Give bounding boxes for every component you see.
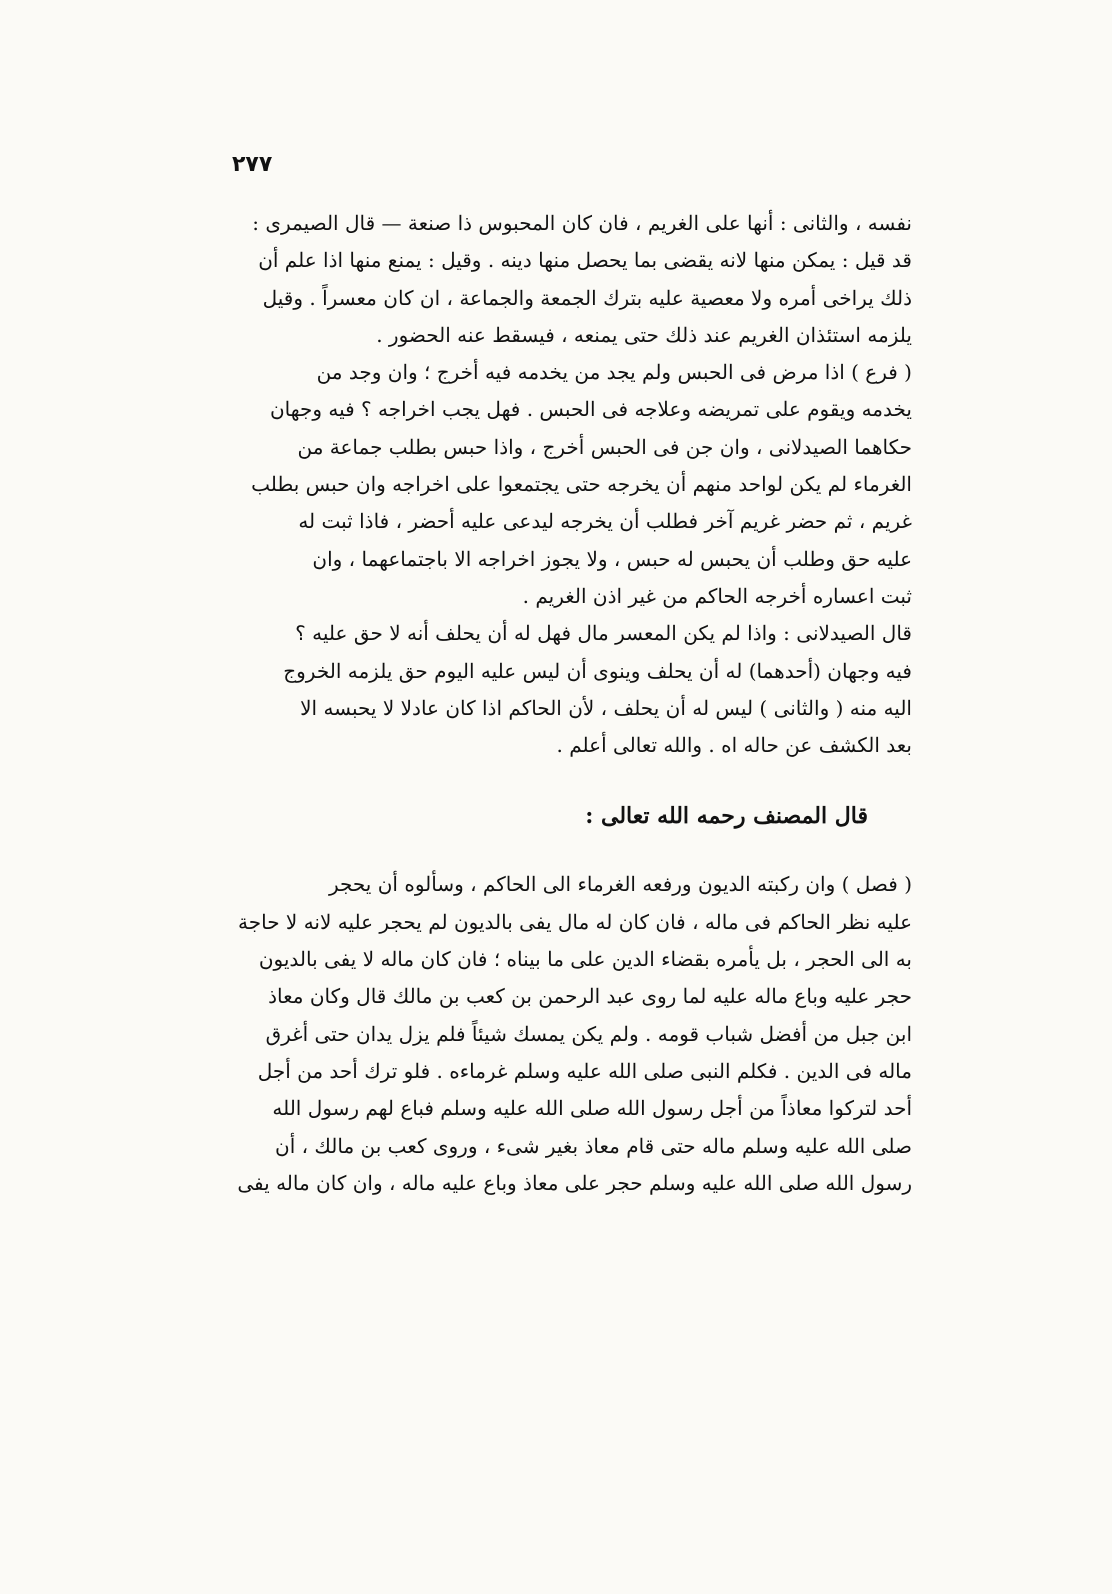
paragraph-saydalani [188,615,912,764]
text-line: حجر عليه وباع ماله عليه لما روى عبد الرحمن بن كعب بن مالك قال وكان معاذ [268,984,912,1009]
text-line: ماله فى الدين . فكلم النبى صلى الله عليه وسلم غرماءه . فلو ترك أحد من أجل [257,1058,912,1083]
text-line: به الى الحجر ، بل يأمره بقضاء الدين على ما بيناه ؛ فان كان ماله لا يفى بالديون [258,947,912,972]
paragraph-far [188,354,912,615]
text-line: ابن جبل من أفضل شباب قومه . ولم يكن يمسك شيئاً فلم يزل يدان حتى أغرق [265,1021,912,1046]
text-line: فيه وجهان (أحدهما) له أن يحلف وينوى أن ليس عليه اليوم حق يلزمه الخروج [283,658,912,683]
text-line: حكاهما الصيدلانى ، وان جن فى الحبس أخرج ، واذا حبس بطلب جماعة من [297,434,912,459]
text-line: الغرماء لم يكن لواحد منهم أن يخرجه حتى يجتمعوا على اخراجه وان حبس بطلب [251,472,912,497]
text-line: ( فصل ) وان ركبته الديون ورفعه الغرماء الى الحاكم ، وسألوه أن يحجر [328,872,912,897]
text-line: اليه منه ( والثانى ) ليس له أن يحلف ، لأن الحاكم اذا كان عادلا لا يحبسه الا [300,695,912,720]
text-line: يلزمه استئذان الغريم عند ذلك حتى يمنعه ، فيسقط عنه الحضور . [376,322,912,347]
text-line: قد قيل : يمكن منها لانه يقضى بما يحصل منها دينه . وقيل : يمنع منها اذا علم أن [258,248,912,273]
page-number: ٢٧٧ [232,152,273,177]
text-line: نفسه ، والثانى : أنها على الغريم ، فان كان المحبوس ذا صنعة — قال الصيمرى : [252,211,912,235]
text-line: بعد الكشف عن حاله اه . والله تعالى أعلم . [556,733,912,758]
text-line: صلى الله عليه وسلم ماله حتى قام معاذ بغير شىء ، وروى كعب بن مالك ، أن [275,1133,912,1158]
text-line: ( فرع ) اذا مرض فى الحبس ولم يجد من يخدمه فيه أخرج ؛ وان وجد من [316,360,912,385]
body-text [188,205,912,1202]
paragraph-1 [188,205,912,354]
text-line: عليه حق وطلب أن يحبس له حبس ، ولا يجوز اخراجه الا باجتماعهما ، وان [312,546,912,571]
text-line: قال الصيدلانى : واذا لم يكن المعسر مال فهل له أن يحلف أنه لا حق عليه ؟ [295,621,912,646]
text-line: أحد لتركوا معاذاً من أجل رسول الله صلى الله عليه وسلم فباع لهم رسول الله [272,1096,912,1121]
text-line: ثبت اعساره أخرجه الحاكم من غير اذن الغريم . [522,583,912,608]
text-line: يخدمه ويقوم على تمريضه وعلاجه فى الحبس . فهل يجب اخراجه ؟ فيه وجهان [269,397,912,422]
text-line: عليه نظر الحاكم فى ماله ، فان كان له مال يفى بالديون لم يحجر عليه لانه لا حاجة [238,909,912,934]
text-line: رسول الله صلى الله عليه وسلم حجر على معاذ وباع عليه ماله ، وان كان ماله يفى [237,1170,912,1195]
section-heading: قال المصنف رحمه الله تعالى : [585,803,868,830]
paragraph-fasl [188,866,912,1202]
text-line: ذلك يراخى أمره ولا معصية عليه بترك الجمعة والجماعة ، ان كان معسراً . وقيل [262,285,912,310]
text-line: غريم ، ثم حضر غريم آخر فطلب أن يخرجه ليدعى عليه أحضر ، فاذا ثبت له [298,509,912,534]
